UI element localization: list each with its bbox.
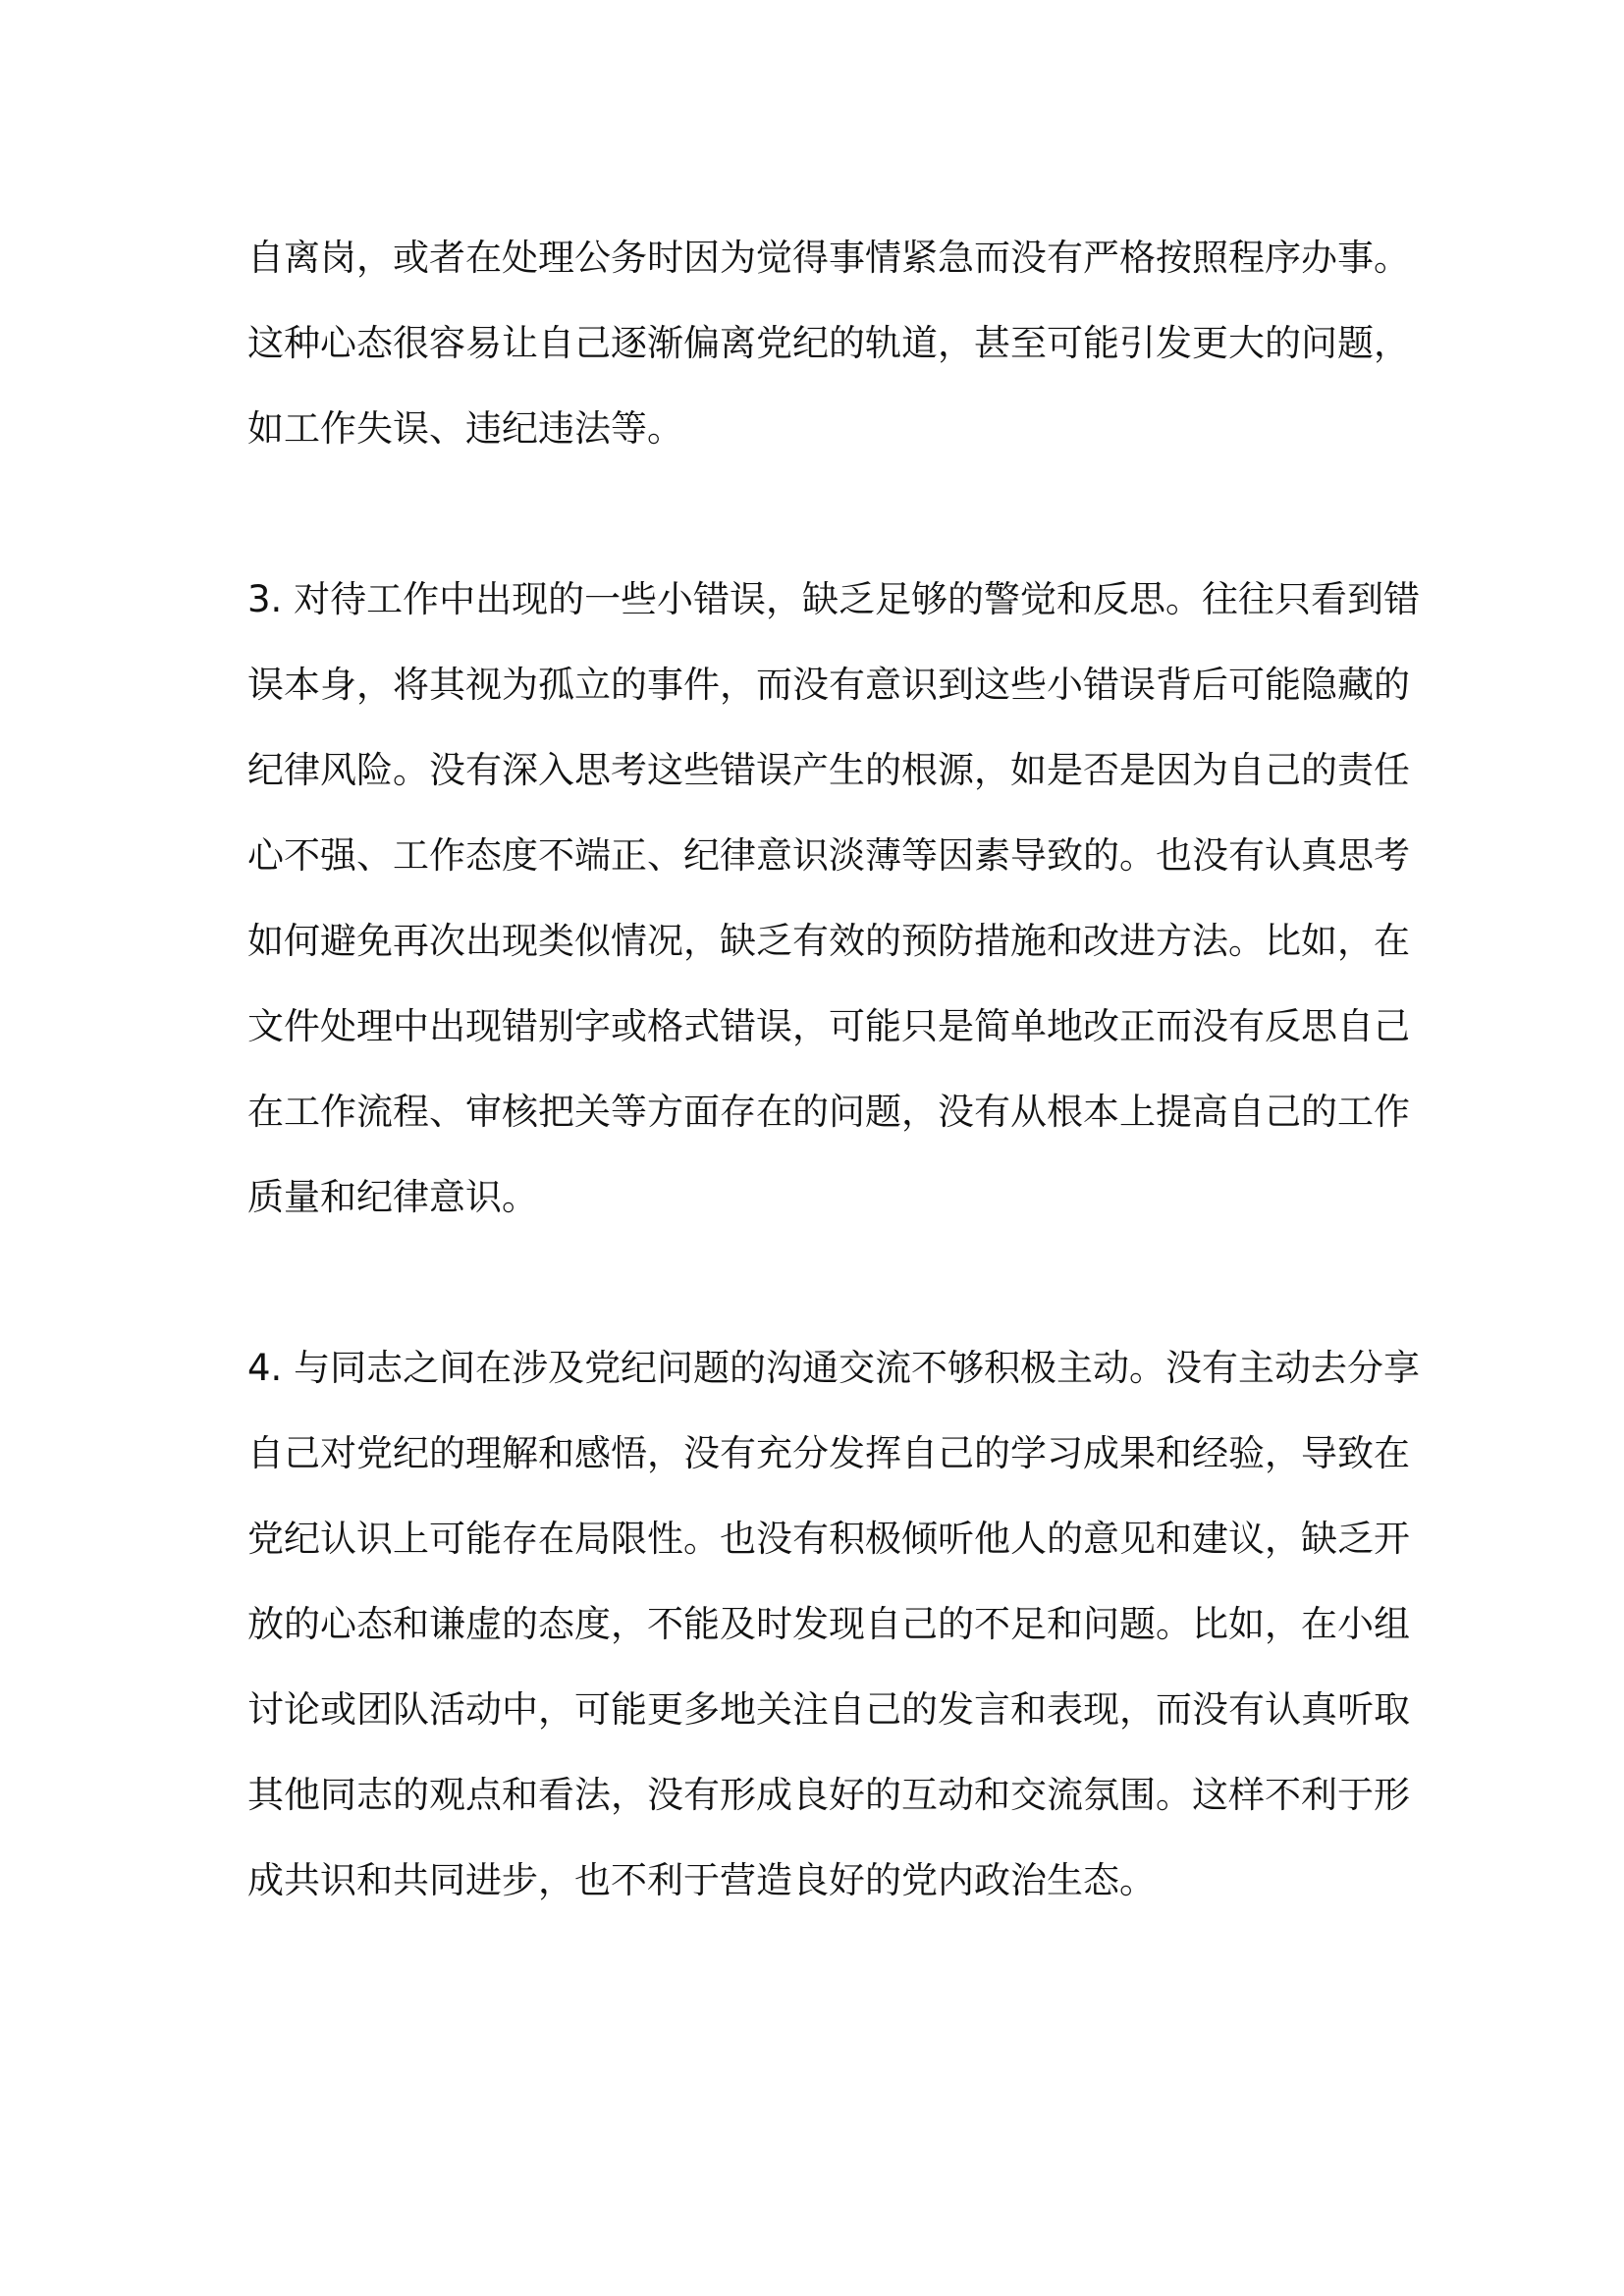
- document-body: [247, 215, 1421, 2008]
- text-line: 党纪认识上可能存在局限性。也没有积极倾听他人的意见和建议，缺乏开: [247, 1518, 1410, 1560]
- text-line: 自己对党纪的理解和感悟，没有充分发挥自己的学习成果和经验，导致在: [247, 1432, 1410, 1474]
- paragraph-continuation: [247, 215, 1410, 471]
- text-line: 成共识和共同进步，也不利于营造良好的党内政治生态。: [247, 1859, 1156, 1901]
- paragraph-item-4: [247, 1325, 1421, 1923]
- text-line: 讨论或团队活动中，可能更多地关注自己的发言和表现，而没有认真听取: [247, 1688, 1410, 1731]
- text-line: 3. 对待工作中出现的一些小错误，缺乏足够的警觉和反思。往往只看到错: [247, 578, 1421, 620]
- text-line: 4. 与同志之间在涉及党纪问题的沟通交流不够积极主动。没有主动去分享: [247, 1347, 1421, 1389]
- text-line: 自离岗，或者在处理公务时因为觉得事情紧急而没有严格按照程序办事。: [247, 237, 1410, 279]
- text-line: 文件处理中出现错别字或格式错误，可能只是简单地改正而没有反思自己: [247, 1005, 1410, 1047]
- text-line: 心不强、工作态度不端正、纪律意识淡薄等因素导致的。也没有认真思考: [247, 834, 1410, 877]
- text-line: 如工作失误、违纪违法等。: [247, 407, 683, 450]
- text-line: 纪律风险。没有深入思考这些错误产生的根源，如是否是因为自己的责任: [247, 749, 1410, 791]
- text-line: 质量和纪律意识。: [247, 1176, 538, 1218]
- text-line: 其他同志的观点和看法，没有形成良好的互动和交流氛围。这样不利于形: [247, 1774, 1410, 1816]
- text-line: 放的心态和谦虚的态度，不能及时发现自己的不足和问题。比如，在小组: [247, 1603, 1410, 1645]
- text-line: 如何避免再次出现类似情况，缺乏有效的预防措施和改进方法。比如，在: [247, 920, 1410, 962]
- text-line: 误本身，将其视为孤立的事件，而没有意识到这些小错误背后可能隐藏的: [247, 664, 1410, 706]
- text-line: 这种心态很容易让自己逐渐偏离党纪的轨道，甚至可能引发更大的问题，: [247, 322, 1410, 364]
- paragraph-item-3: [247, 557, 1421, 1240]
- text-line: 在工作流程、审核把关等方面存在的问题，没有从根本上提高自己的工作: [247, 1091, 1410, 1133]
